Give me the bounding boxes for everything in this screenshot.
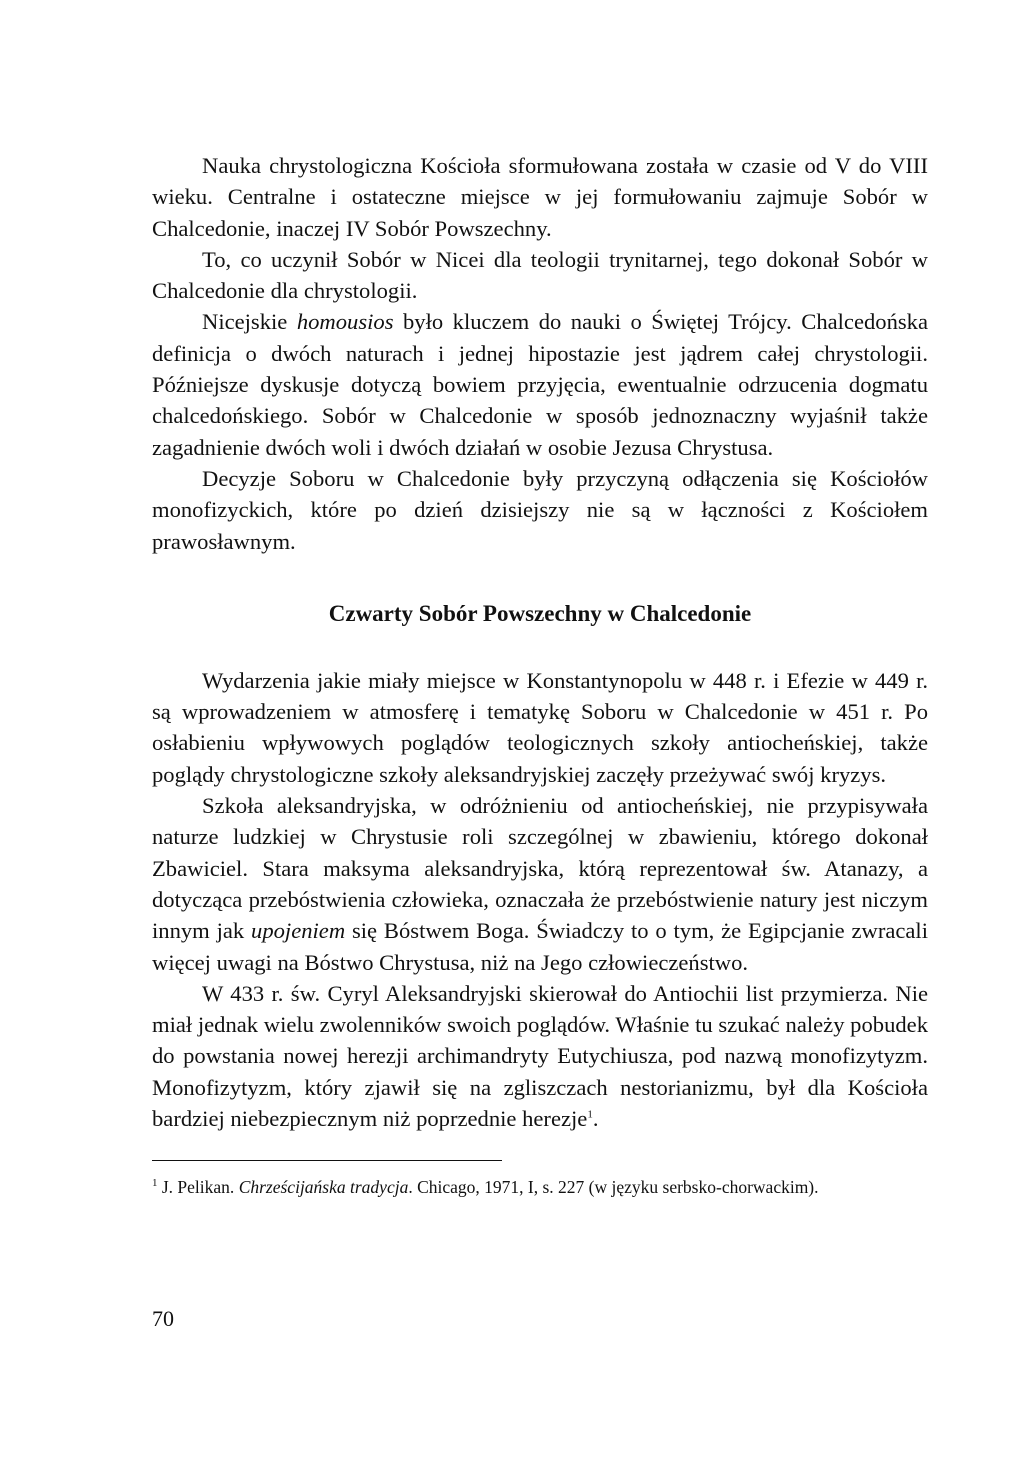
paragraph-7-end: . — [592, 1106, 599, 1132]
footnote-reference[interactable]: 1 — [587, 1108, 593, 1121]
paragraph-7-text: W 433 r. św. Cyryl Aleksandryjski skierował do Antiochii list przymierza. Nie miał jednak wielu zwolenników swoich poglądów. Właśnie tu szukać należy pobudek do powstania nowej herezji archimandryty Eutychiusza, pod nazwą monofizytyzm. Monofizytyzm, który zjawił się na zgliszczach nestorianizmu, był dla Kościoła bardziej niebezpiecznym niż poprzednie herezje — [152, 980, 928, 1132]
paragraph-3-text-a: Nicejskie — [202, 309, 297, 335]
page-number: 70 — [152, 1306, 174, 1331]
paragraph-3 — [152, 306, 928, 462]
paragraph-6 — [152, 790, 928, 978]
footnote-text-b: . Chicago, 1971, I, s. 227 (w języku serbsko-chorwackim). — [408, 1177, 819, 1198]
paragraph-2 — [152, 244, 928, 307]
term-homousios: homousios — [296, 309, 394, 335]
paragraph-6-text-a: Szkoła aleksandryjska, w odróżnieniu od antiocheńskiej, nie przypisywała naturze ludzkiej w Chrystusie roli szczególnej w zbawieniu, którego dokonał Zbawiciel. Stara maksyma aleksandryjska, którą reprezentował św. Atanazy, a dotycząca przebóstwienia człowieka, oznaczała że przebóstwienie natury jest niczym innym jak — [152, 793, 928, 944]
term-upojeniem: upojeniem — [251, 918, 346, 944]
paragraph-2-text: To, co uczynił Sobór w Nicei dla teologii trynitarnej, tego dokonał Sobór w Chalcedonie dla chrystologii. — [152, 246, 928, 304]
paragraph-3-text-b: było kluczem do nauki o Świętej Trójcy. Chalcedońska definicja o dwóch naturach i jednej hipostazie jest jądrem całej chrystologii. Późniejsze dyskusje dotyczą bowiem przyjęcia, ewentualnie odrzucenia dogmatu chalcedońskiego. Sobór w Chalcedonie w sposób jednoznaczny wyjaśnił także zagadnienie dwóch woli i dwóch działań w osobie Jezusa Chrystusa. — [152, 309, 928, 460]
footnote — [152, 1175, 928, 1199]
section-heading: Czwarty Sobór Powszechny w Chalcedonie — [328, 600, 752, 626]
paragraph-4 — [152, 463, 928, 557]
footnote-text-a: J. Pelikan. — [157, 1177, 239, 1198]
paragraph-7 — [152, 978, 928, 1134]
paragraph-4-text: Decyzje Soboru w Chalcedonie były przyczyną odłączenia się Kościołów monofizyckich, które po dzień dzisiejszy nie są w łączności z Kościołem prawosławnym. — [152, 465, 928, 554]
footnote-mark: 1 — [152, 1177, 158, 1190]
paragraph-5 — [152, 665, 928, 790]
footnote-title: Chrześcijańska tradycja — [238, 1177, 409, 1198]
footnote-divider — [152, 1160, 502, 1161]
paragraph-1-text: Nauka chrystologiczna Kościoła sformułowana została w czasie od V do VIII wieku. Centralne i ostateczne miejsce w jej formułowaniu zajmuje Sobór w Chalcedonie, inaczej IV Sobór Powszechny. — [152, 153, 928, 241]
paragraph-6-text-b: się Bóstwem Boga. Świadczy to o tym, że Egipcjanie zwracali więcej uwagi na Bóstwo Chrystusa, niż na Jego człowieczeństwo. — [152, 918, 928, 975]
paragraph-5-text: Wydarzenia jakie miały miejsce w Konstantynopolu w 448 r. i Efezie w 449 r. są wprowadzeniem w atmosferę i tematykę Soboru w Chalcedonie w 451 r. Po osłabieniu wpływowych poglądów teologicznych szkoły antiocheńskiej, także poglądy chrystologiczne szkoły aleksandryjskiej zaczęły przeżywać swój kryzys. — [152, 667, 928, 787]
page-body — [152, 150, 928, 1199]
paragraph-1 — [152, 150, 928, 244]
